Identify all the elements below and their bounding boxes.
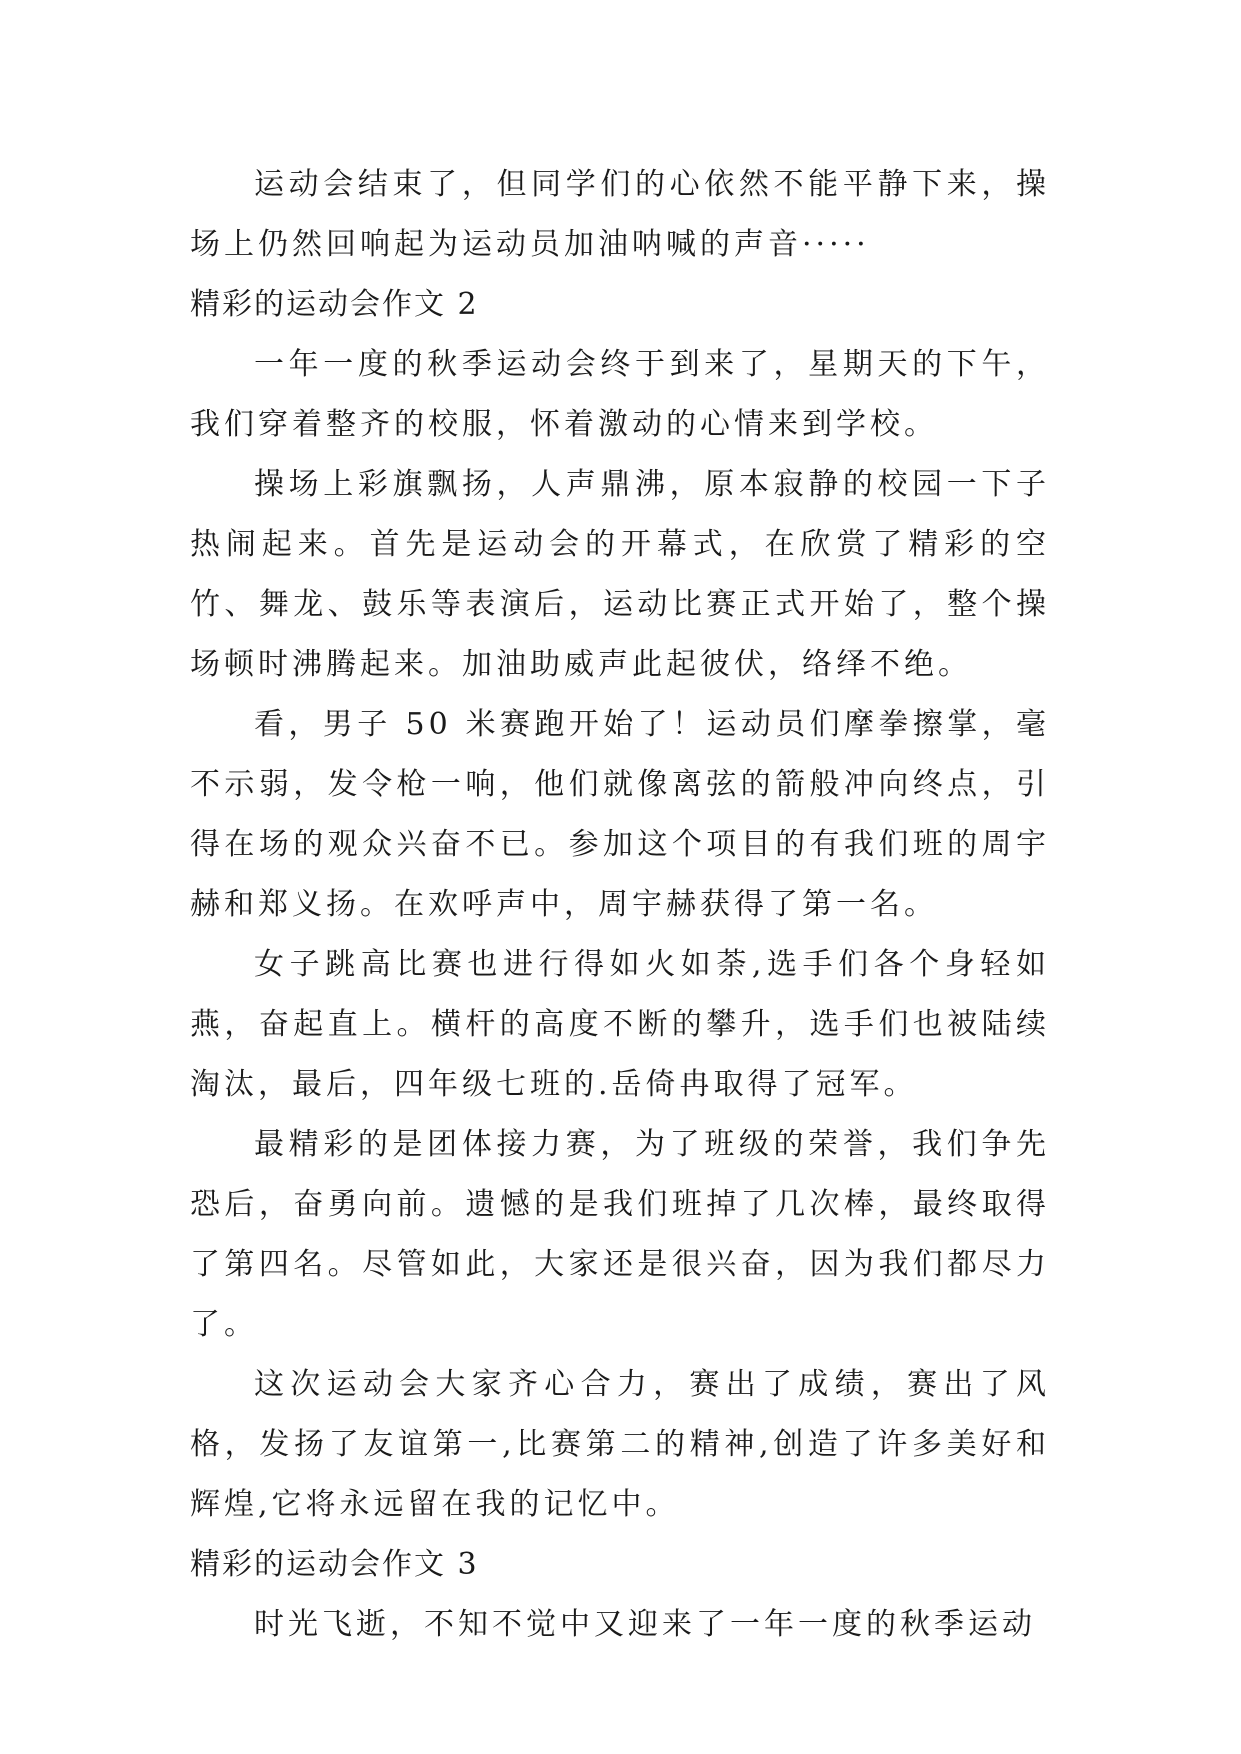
paragraph-high-jump: 女子跳高比赛也进行得如火如荼,选手们各个身轻如燕，奋起直上。横杆的高度不断的攀升，选手们也被陆续淘汰，最后，四年级七班的.岳倚冉取得了冠军。 — [190, 947, 1050, 1102]
paragraph-opening-ceremony: 操场上彩旗飘扬，人声鼎沸，原本寂静的校园一下子热闹起来。首先是运动会的开幕式，在欣赏了精彩的空竹、舞龙、鼓乐等表演后，运动比赛正式开始了，整个操场顿时沸腾起来。加油助威声此起彼伏，络绎不绝。 — [190, 467, 1050, 682]
document-page — [190, 155, 1050, 1655]
paragraph-relay: 最精彩的是团体接力赛，为了班级的荣誉，我们争先恐后，奋勇向前。遗憾的是我们班掉了几次棒，最终取得了第四名。尽管如此，大家还是很兴奋，因为我们都尽力了。 — [190, 1127, 1050, 1342]
paragraph-essay-3-start: 时光飞逝，不知不觉中又迎来了一年一度的秋季运动 — [254, 1607, 1036, 1642]
essay-3-heading: 精彩的运动会作文 3 — [190, 1547, 479, 1582]
essay-2-heading: 精彩的运动会作文 2 — [190, 287, 479, 322]
paragraph-50m-race: 看，男子 50 米赛跑开始了！运动员们摩拳擦掌，毫不示弱，发令枪一响，他们就像离弦的箭般冲向终点，引得在场的观众兴奋不已。参加这个项目的有我们班的周宇赫和郑义扬。在欢呼声中，周宇赫获得了第一名。 — [190, 707, 1050, 922]
paragraph-ending: 运动会结束了，但同学们的心依然不能平静下来，操场上仍然回响起为运动员加油呐喊的声音····· — [190, 167, 1050, 262]
paragraph-intro: 一年一度的秋季运动会终于到来了，星期天的下午，我们穿着整齐的校服，怀着激动的心情来到学校。 — [190, 347, 1050, 442]
paragraph-conclusion: 这次运动会大家齐心合力，赛出了成绩，赛出了风格，发扬了友谊第一,比赛第二的精神,创造了许多美好和辉煌,它将永远留在我的记忆中。 — [190, 1367, 1050, 1522]
